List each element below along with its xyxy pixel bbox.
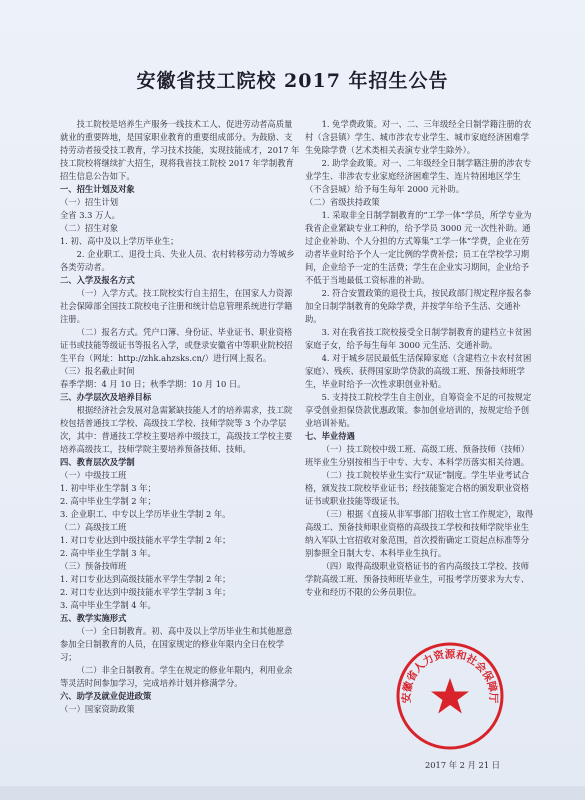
left-paragraph: （三）预备技师班 bbox=[60, 561, 127, 571]
issue-date: 2017 年 2 月 21 日 bbox=[425, 760, 501, 770]
left-paragraph: 2. 高中毕业生学制 2 年； bbox=[60, 496, 156, 506]
right-paragraph: （一）技工院校中级工班、高级工班、预备技师（技师）班毕业生分别按相当于中专、大专、本科学历落实相关待遇。 bbox=[305, 444, 530, 467]
left-paragraph: （二）非全日制教育。学生在规定的修业年限内，利用业余等灵活时间参加学习，完成培养计划并修满学分。 bbox=[60, 665, 293, 688]
left-paragraph: 三、办学层次及培养目标 bbox=[60, 392, 152, 402]
left-column bbox=[60, 118, 300, 716]
left-paragraph: 3. 企业职工、中专以上学历毕业生学制 2 年。 bbox=[60, 509, 231, 519]
right-paragraph: （二）省级扶持政策 bbox=[305, 197, 380, 207]
page-title: 安徽省技工院校 2017 年招生公告 bbox=[136, 70, 449, 92]
left-paragraph: 全省 3.3 万人。 bbox=[60, 210, 120, 220]
left-paragraph: （一）入学方式。技工院校实行自主招生，在国家人力资源社会保障部全国技工院校电子注册和统计信息管理系统进行学籍注册。 bbox=[60, 288, 293, 324]
left-paragraph: 春季学期：4 月 10 日；秋季学期：10 月 10 日。 bbox=[60, 379, 246, 389]
left-paragraph: （一）国家资助政策 bbox=[60, 704, 135, 714]
left-paragraph: 四、教育层次及学制 bbox=[60, 457, 135, 467]
left-paragraph: 2. 对口专业达到中级技能水平学生学制 3 年； bbox=[60, 587, 231, 597]
left-paragraph: （一）全日制教育。初、高中及以上学历毕业生和其他愿意参加全日制教育的人员，在国家规定的修业年限内全日在校学习； bbox=[60, 626, 293, 662]
seal-textpath: 安徽省人力资源和社会保障厅 bbox=[400, 648, 500, 704]
left-paragraph: （一）中级技工班 bbox=[60, 470, 127, 480]
left-paragraph: 根据经济社会发展对急需紧缺技能人才的培养需求，技工院校包括普通技工学校、高级技工学校、技师学院等 3 个办学层次，其中：普通技工学校主要培养中级技工，高级技工学校主要培养高级技工，技师学院主要培养预备技师、技师。 bbox=[60, 405, 293, 454]
left-paragraph: （三）报名截止时间 bbox=[60, 366, 135, 376]
right-paragraph: （二）技工院校毕业生实行“双证”制度。学生毕业考试合格，颁发技工院校毕业证书；经技能鉴定合格的颁发职业资格证书或职业技能等级证书。 bbox=[305, 470, 530, 506]
left-paragraph: （二）报名方式。凭户口簿、身份证、毕业证书、职业资格证书或技能等级证书等报名入学，或登录安徽省中等职业院校招生平台（网址：http://zhk.ahzsks.cn/）进行网上报名。 bbox=[60, 327, 293, 363]
right-paragraph: 2. 助学金政策。对一、二年级经全日制学籍注册的涉农专业学生、非涉农专业家庭经济困难学生、连片特困地区学生（不含县城）给予每生每年 2000 元补助。 bbox=[305, 158, 532, 194]
left-paragraph: （二）招生对象 bbox=[60, 223, 119, 233]
right-paragraph: 1. 免学费政策。对一、二、三年级经全日制学籍注册的农村（含县镇）学生、城市涉农专业学生、城市家庭经济困难学生免除学费（艺术类相关表演专业学生除外）。 bbox=[305, 119, 532, 155]
seal-star-icon bbox=[431, 678, 469, 714]
right-paragraph: （三）根据《直接从非军事部门招收士官工作规定》，取得高级工、预备技师职业资格的高级技工学校和技师学院毕业生纳入军队士官招收对象范围，首次授衔确定工资起点标准等分别参照全日制大专、本科毕业生执行。 bbox=[305, 509, 534, 558]
left-paragraph: 1. 初中毕业生学制 3 年； bbox=[60, 483, 156, 493]
right-column bbox=[305, 118, 537, 599]
left-paragraph: （二）高级技工班 bbox=[60, 522, 127, 532]
right-paragraph: 1. 采取非全日制学制教育的“工学一体”学员，所学专业为我省企业紧缺专业工种的，给予学员 3000 元一次性补助。通过企业补助、个人分担的方式筹集“工学一体”学费，企业在劳动者毕业时给予个人一定比例的学费补偿；员工在学校学习期间，企业给予一定的生活费；学生在企业实习期间，企业给予不低于当地最低工资标准的补助。 bbox=[305, 210, 532, 285]
right-paragraph: 3. 对在我省技工院校接受全日制学制教育的建档立卡贫困家庭子女，给予每生每年 3000 元生活、交通补助。 bbox=[305, 327, 532, 350]
left-paragraph: 3. 高中毕业生学制 4 年。 bbox=[60, 600, 156, 610]
right-paragraph: 4. 对于城乡居民最低生活保障家庭（含建档立卡农村贫困家庭）、残疾、获得国家助学贷款的高级工班、预备技师班学生，毕业时给予一次性求职创业补贴。 bbox=[305, 353, 532, 389]
right-paragraph: 七、毕业待遇 bbox=[305, 431, 355, 441]
left-paragraph: 2. 企业职工、退役士兵、失业人员、农村转移劳动力等城乡各类劳动者。 bbox=[60, 249, 295, 272]
right-paragraph: 5. 支持技工院校学生自主创业，自筹资金不足的可按规定享受创业担保贷款优惠政策。参加创业培训的，按规定给予创业培训补贴。 bbox=[305, 392, 532, 428]
left-paragraph: 2. 高中毕业生学制 3 年。 bbox=[60, 548, 156, 558]
left-paragraph: 1. 对口专业达到中级技能水平学生学制 2 年； bbox=[60, 535, 231, 545]
left-paragraph: 五、教学实施形式 bbox=[60, 613, 127, 623]
left-paragraph: 一、招生计划及对象 bbox=[60, 184, 135, 194]
left-paragraph: 二、入学及报名方式 bbox=[60, 275, 135, 285]
official-seal bbox=[394, 640, 506, 752]
right-paragraph: 2. 符合安置政策的退役士兵，按民政部门规定程序报名参加全日制学制教育的免除学费，并按学年给予生活、交通补助。 bbox=[305, 288, 532, 324]
left-paragraph: 技工院校是培养生产服务一线技术工人、促进劳动者高质量就业的重要阵地，是国家职业教育的重要组成部分。为鼓励、支持劳动者接受技工教育，学习技术技能，实现技能成才，2017 年技工院校将继续扩大招生，现将我省技工院校 2017 年学制教育招生信息公告如下。 bbox=[60, 119, 300, 181]
left-paragraph: 1. 对口专业达到高级技能水平学生学制 2 年； bbox=[60, 574, 231, 584]
right-paragraph: （四）取得高级职业资格证书的省内高级技工学校、技师学院高级工班、预备技师班毕业生，可报考学历要求为大专、专业和经历不限的公务员职位。 bbox=[305, 561, 530, 597]
left-paragraph: （一）招生计划 bbox=[60, 197, 119, 207]
left-paragraph: 六、助学及就业促进政策 bbox=[60, 691, 152, 701]
left-paragraph: 1. 初、高中及以上学历毕业生； bbox=[60, 236, 179, 246]
